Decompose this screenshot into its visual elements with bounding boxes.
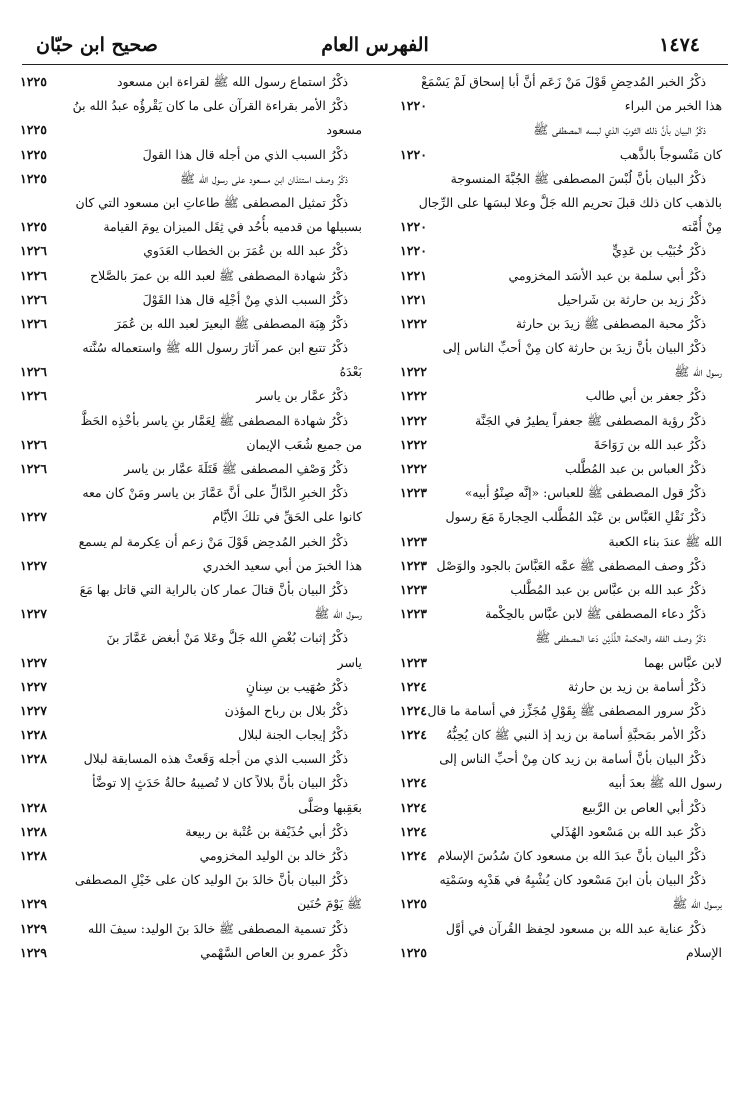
entry-text: مِنْ أُمَّته (681, 219, 722, 235)
index-entry (400, 191, 750, 215)
index-entry (16, 118, 366, 142)
entry-text: ذكْرُ عبد الله بن عُمَرَ بن الخطاب العَدَوي (143, 243, 348, 259)
index-entry (16, 626, 366, 650)
index-entry (400, 433, 750, 457)
entry-page-number: ١٢٢٦ (20, 364, 48, 380)
index-entry (16, 554, 366, 578)
entry-text: ذكْرُ عبد الله بن مَسْعود الهُذَلي (550, 823, 706, 839)
entry-page-number: ١٢٢٤ (400, 678, 428, 694)
entry-text: ذكْرُ نَقْلِ العَبَّاس بن عَبْد المُطَّلب الحِجارةَ مَعَ رسول (445, 509, 706, 525)
index-entry (16, 844, 366, 868)
entry-page-number: ١٢٢٢ (400, 315, 428, 331)
index-entry (400, 892, 750, 916)
index-entry (400, 868, 750, 892)
index-entry (16, 191, 366, 215)
entry-text: ذكْرُ الخبرِ الدَّالِّ على أنَّ عَمَّارَ بن ياسر ومَنْ كان معه (82, 485, 348, 501)
entry-page-number: ١٢٢٦ (20, 461, 48, 476)
entry-text: ذكْرُ زيد بن حارثة بن شَراحيل (557, 291, 706, 307)
entry-page-number: ١٢٢٢ (400, 412, 428, 428)
index-entry (400, 602, 750, 626)
index-entry (16, 505, 366, 529)
entry-text: ﷺ يَوْمَ حُنَين (297, 896, 362, 912)
entry-page-number: ١٢٢٤ (400, 823, 428, 839)
right-column (400, 70, 750, 965)
entry-text: ذكْرُ بلال بن رباح المؤذن (224, 702, 348, 718)
index-entry (400, 626, 750, 650)
entry-page-number: ١٢٢٤ (400, 848, 428, 863)
entry-page-number: ١٢٢٩ (20, 920, 48, 936)
entry-text: هذا الخبر من البراء (624, 98, 722, 114)
index-entry (16, 651, 366, 675)
index-entry (400, 118, 750, 142)
entry-text: كان مَنْسوجاً بالذَّهب (619, 146, 722, 162)
entry-text: ذكْرُ عمَّار بن ياسر (256, 388, 348, 404)
entry-text: ذكْرُ الخبر المُدحِض قَوْلَ مَنْ زعم أن عِكرمة لم يسمع (78, 533, 348, 549)
index-entry (400, 409, 750, 433)
index-entry (400, 167, 750, 191)
entry-text: ذكْرُ إيجاب الجنة لبلال (238, 727, 348, 743)
entry-text: ذكْرُ أبي العاص بن الرَّبيع (582, 799, 706, 815)
index-entry (400, 747, 750, 771)
entry-page-number: ١٢٢٧ (20, 557, 48, 573)
entry-text: ذكْرُ السبب الذي من أجله قال هذا القولَ (142, 146, 348, 162)
entry-text: ذكْرُ شهادة المصطفى ﷺ لعبد الله بن عمرَ بالصَّلاح (90, 267, 348, 283)
entry-text: الله ﷺ عندَ بناء الكعبة (608, 533, 722, 549)
index-entry (400, 457, 750, 481)
entry-text: ذكْرُ شهادة المصطفى ﷺ لِعَمَّار بنِ ياسر بأخْذِه الحَظَّ (80, 412, 348, 428)
index-entry (16, 360, 366, 384)
index-entry (400, 530, 750, 554)
entry-text: ذكْرُ البيان بأنَّ عبدَ الله بن مسعود كانَ سُدُسَ الإسلام (437, 848, 706, 863)
entry-text: من جميع شُعَب الإيمان (246, 436, 362, 452)
entry-text: ذكْرُ عمرو بن العاص السَّهْمي (200, 944, 348, 960)
index-entry (16, 433, 366, 457)
entry-page-number: ١٢٢٧ (20, 654, 48, 670)
page-number: ١٤٧٤ (659, 34, 700, 56)
entry-text: بعَقِبها وصَلَّى (298, 799, 362, 815)
header-rule (22, 64, 728, 65)
entry-page-number: ١٢٢٤ (400, 702, 428, 718)
index-entry (16, 602, 366, 626)
index-entry (400, 288, 750, 312)
entry-text: ذكْرُ البيان بأنَّ قتالَ عمار كان بالراية التي قاتل بها مَعَ (79, 581, 348, 597)
entry-page-number: ١٢٢٨ (20, 751, 48, 767)
index-entry (16, 868, 366, 892)
index-entry (16, 796, 366, 820)
index-entry (16, 675, 366, 699)
entry-page-number: ١٢٢٢ (400, 364, 428, 380)
index-entry (400, 384, 750, 408)
entry-text: ذكْرُ تتبع ابن عمر آثارَ رسول الله ﷺ واستعماله سُنَّته (82, 340, 348, 356)
index-entry (400, 70, 750, 94)
index-entry (16, 215, 366, 239)
index-entry (16, 70, 366, 94)
entry-text: هذا الخبرَ من أبي سعيد الخدري (202, 557, 362, 573)
page-header (22, 28, 728, 62)
entry-page-number: ١٢٢٨ (20, 799, 48, 815)
entry-page-number: ١٢٢٣ (400, 557, 428, 573)
entry-text: ذكْرُ خُبَيْب بن عَدِيٍّ (612, 243, 706, 259)
entry-text: ذكْرُ البيان بأنَّ بلالاً كان لا تُصيبهُ حالةُ حَدَثٍ إلا توضَّأ (92, 775, 348, 791)
entry-page-number: ١٢٢١ (400, 291, 428, 307)
index-entry (16, 457, 366, 481)
entry-text: ذكْرُ أبي سلمة بن عبد الأسَد المخزومي (508, 267, 706, 283)
entry-text: ذكْرُ هِبَة المصطفى ﷺ البعيرَ لعبد الله بن عُمَرَ (114, 315, 348, 331)
entry-text: ذكْرُ العباس بن عبد المُطَّلب (564, 461, 706, 476)
index-entry (16, 530, 366, 554)
entry-text: برسول الله ﷺ (672, 896, 722, 912)
index-entry (400, 723, 750, 747)
entry-text: رسول الله ﷺ (674, 364, 722, 380)
entry-text: مسعود (326, 122, 362, 138)
entry-text: ذكْرُ جعفر بن أبي طالب (585, 388, 706, 404)
entry-text: ياسر (337, 654, 362, 670)
entry-text: الإسلام (686, 944, 722, 960)
index-entry (400, 215, 750, 239)
entry-page-number: ١٢٢٩ (20, 944, 48, 960)
entry-page-number: ١٢٢٩ (20, 896, 48, 912)
entry-text: ذكْرُ البيان بأنَّ أسامة بن زيد كان مِنْ أحبِّ الناس إلى (439, 751, 706, 767)
index-entry (16, 892, 366, 916)
entry-text: بالذهب كان ذلك قبلَ تحريم الله جَلَّ وعلا لبسَها على الرِّجال (418, 194, 722, 210)
entry-page-number: ١٢٢٦ (20, 436, 48, 452)
entry-page-number: ١٢٢٣ (400, 485, 428, 501)
entry-text: رسول الله ﷺ (314, 606, 362, 622)
entry-text: كانوا على الحَقِّ في تلكَ الأيَّام (212, 509, 362, 525)
entry-page-number: ١٢٢٥ (20, 122, 48, 138)
entry-text: لابن عبَّاس بهما (644, 654, 722, 670)
entry-text: ذكْرُ البيان بأنَّ ذلك الثوبَ الذي لبسه المصطفى ﷺ (533, 122, 706, 138)
index-entry (16, 143, 366, 167)
index-entry (400, 844, 750, 868)
entry-page-number: ١٢٢٣ (400, 581, 428, 597)
entry-page-number: ١٢٢٥ (400, 944, 428, 960)
entry-page-number: ١٢٢٧ (20, 702, 48, 718)
entry-text: ذكْرُ سرور المصطفى ﷺ بِقَوْلِ مُجَزِّز في أسامة ما قال (427, 702, 706, 718)
index-entry (400, 360, 750, 384)
entry-page-number: ١٢٢٠ (400, 98, 428, 114)
entry-text: ذكْرُ السبب الذي مِنْ أجْلِه قال هذا القَوْلَ (142, 291, 348, 307)
index-entry (16, 384, 366, 408)
entry-text: ذكْرُ البيان بأنَّ خالدَ بنَ الوليد كان على خَيْلِ المصطفى (74, 872, 348, 888)
index-entry (400, 239, 750, 263)
index-entry (400, 264, 750, 288)
entry-page-number: ١٢٢٣ (400, 606, 428, 622)
entry-text: بسبيلها من قدميه بأُحُد في ثِقَل الميزان يومَ القيامة (103, 219, 362, 235)
entry-page-number: ١٢٢٥ (20, 170, 48, 186)
entry-page-number: ١٢٢٢ (400, 461, 428, 476)
entry-page-number: ١٢٢٧ (20, 678, 48, 694)
index-entry (400, 94, 750, 118)
index-entry (16, 239, 366, 263)
entry-text: ذكْرُ تمثيل المصطفى ﷺ طاعاتِ ابن مسعود التي كان (75, 194, 348, 210)
index-entry (400, 917, 750, 941)
index-entry (16, 820, 366, 844)
entry-text: بَعْدَهُ (339, 364, 362, 380)
entry-text: ذكْرُ إثبات بُغْضِ الله جَلَّ وعَلا مَنْ أبغض عَمَّارَ بنَ (106, 630, 348, 646)
entry-text: ذكْرُ قول المصطفى ﷺ للعباس: «إنَّه صِنْوُ أبيه» (464, 485, 706, 501)
entry-page-number: ١٢٢٥ (20, 146, 48, 162)
entry-page-number: ١٢٢٤ (400, 799, 428, 815)
index-entry (16, 94, 366, 118)
entry-text: ذكْرُ عبد الله بن رَوَاحَةَ (593, 436, 706, 452)
index-entry (400, 796, 750, 820)
entry-page-number: ١٢٢٧ (20, 606, 48, 622)
entry-text: ذكْرُ وصف الفقه والحكمة اللَّذَيْن دَعا المصطفى ﷺ (535, 630, 706, 646)
book-title: صحيح ابن حبّان (36, 34, 158, 56)
index-entry (400, 941, 750, 965)
entry-text: ذكْرُ أبي حُذَيْفة بن عُتْبة بن ربيعة (185, 823, 348, 839)
entry-text: ذكْرُ صُهَيب بن سِنانٍ (245, 678, 348, 694)
index-entry (400, 505, 750, 529)
entry-text: ذكْرُ استماع رسول الله ﷺ لقراءة ابن مسعود (117, 74, 348, 89)
entry-text: ذكْرُ دعاء المصطفى ﷺ لابن عبَّاس بالحِكْمة (485, 606, 706, 622)
entry-page-number: ١٢٢٦ (20, 315, 48, 331)
entry-page-number: ١٢٢٣ (400, 533, 428, 549)
entry-page-number: ١٢٢٠ (400, 243, 428, 259)
page-title: الفهرس العام (321, 34, 429, 56)
index-entry (400, 771, 750, 795)
index-entry (400, 651, 750, 675)
entry-page-number: ١٢٢٨ (20, 727, 48, 743)
entry-page-number: ١٢٢٨ (20, 823, 48, 839)
entry-page-number: ١٢٢٤ (400, 727, 428, 743)
entry-text: ذكْرُ الخبر المُدحِضِ قَوْلَ مَنْ زَعَم أنَّ أبا إسحاق لَمْ يَسْمَعْ (421, 74, 706, 89)
index-entry (16, 167, 366, 191)
entry-page-number: ١٢٢٦ (20, 388, 48, 404)
entry-page-number: ١٢٢٥ (20, 74, 48, 89)
entry-text: ذكْرُ الأمر بمَحبَّةِ أسامة بن زيد إذ النبي ﷺ كان يُحِبُّهُ (446, 727, 706, 743)
entry-text: ذكْرُ عبد الله بن عبَّاس بن عبد المُطَّلب (510, 581, 706, 597)
index-entry (16, 312, 366, 336)
index-entry (16, 747, 366, 771)
entry-page-number: ١٢٢٢ (400, 436, 428, 452)
index-entry (16, 771, 366, 795)
index-entry (16, 264, 366, 288)
index-entry (16, 941, 366, 965)
left-column (16, 70, 366, 965)
entry-text: ذكْرُ رؤية المصطفى ﷺ جعفراً يطيرُ في الجَنَّة (475, 412, 706, 428)
entry-text: ذكْرُ محبة المصطفى ﷺ زيدَ بن حارثة (515, 315, 706, 331)
index-entry (400, 578, 750, 602)
entry-page-number: ١٢٢٥ (20, 219, 48, 235)
entry-text: ذكْرُ أسامة بن زيد بن حارثة (567, 678, 706, 694)
entry-page-number: ١٢٢٥ (400, 896, 428, 912)
entry-page-number: ١٢٢٦ (20, 267, 48, 283)
entry-page-number: ١٢٢١ (400, 267, 428, 283)
index-entry (400, 336, 750, 360)
index-entry (400, 675, 750, 699)
entry-text: ذكْرُ وَصْفِ المصطفى ﷺ قَتَلَةَ عمَّار بن ياسر (123, 461, 348, 476)
entry-text: ذكْرُ البيان بأن ابنَ مَسْعود كان يُشْبِهُ في هَدْيِه وسَمْتِه (439, 872, 706, 888)
entry-page-number: ١٢٢٨ (20, 848, 48, 863)
index-entry (16, 288, 366, 312)
entry-page-number: ١٢٢٠ (400, 146, 428, 162)
index-entry (16, 699, 366, 723)
index-entry (400, 699, 750, 723)
entry-text: ذكْرُ الأمر بقراءة القرآن على ما كان يَقْرؤُه عبدُ الله بنُ (72, 98, 348, 114)
index-entry (16, 481, 366, 505)
entry-page-number: ١٢٢٣ (400, 654, 428, 670)
index-entry (400, 481, 750, 505)
index-entry (16, 578, 366, 602)
entry-text: ذكْرُ وصف المصطفى ﷺ عمَّه العَبَّاسَ بالجود والوَصْل (436, 557, 706, 573)
entry-text: ذكْرُ البيان بأنَّ لُبْسَ المصطفى ﷺ الجُبَّةَ المنسوجة (450, 170, 706, 186)
entry-page-number: ١٢٢٤ (400, 775, 428, 791)
entry-text: ذكْرُ السبب الذي من أجله وَقَعتْ هذه المسابقة لبلال (83, 751, 348, 767)
entry-page-number: ١٢٢٦ (20, 291, 48, 307)
entry-text: ذكْرُ عناية عبد الله بن مسعود لحِفظ القُرآن في أوَّل (445, 920, 706, 936)
index-entry (400, 820, 750, 844)
entry-text: ذكْرُ وصف استئذان ابن مسعود على رسول الله ﷺ (179, 170, 348, 186)
index-entry (16, 917, 366, 941)
entry-text: ذكْرُ خالد بن الوليد المخزومي (199, 848, 348, 863)
entry-page-number: ١٢٢٧ (20, 509, 48, 525)
index-entry (400, 312, 750, 336)
entry-text: رسول الله ﷺ بعدَ أبيه (608, 775, 722, 791)
entry-page-number: ١٢٢٢ (400, 388, 428, 404)
index-entry (400, 554, 750, 578)
entry-page-number: ١٢٢٦ (20, 243, 48, 259)
entry-text: ذكْرُ تسمية المصطفى ﷺ خالدَ بنَ الوليد: سيفَ الله (88, 920, 348, 936)
entry-page-number: ١٢٢٠ (400, 219, 428, 235)
index-entry (16, 409, 366, 433)
entry-text: ذكْرُ البيان بأنَّ زيدَ بن حارثة كان مِنْ أحبِّ الناس إلى (442, 340, 706, 356)
index-entry (16, 723, 366, 747)
index-entry (16, 336, 366, 360)
index-entry (400, 143, 750, 167)
